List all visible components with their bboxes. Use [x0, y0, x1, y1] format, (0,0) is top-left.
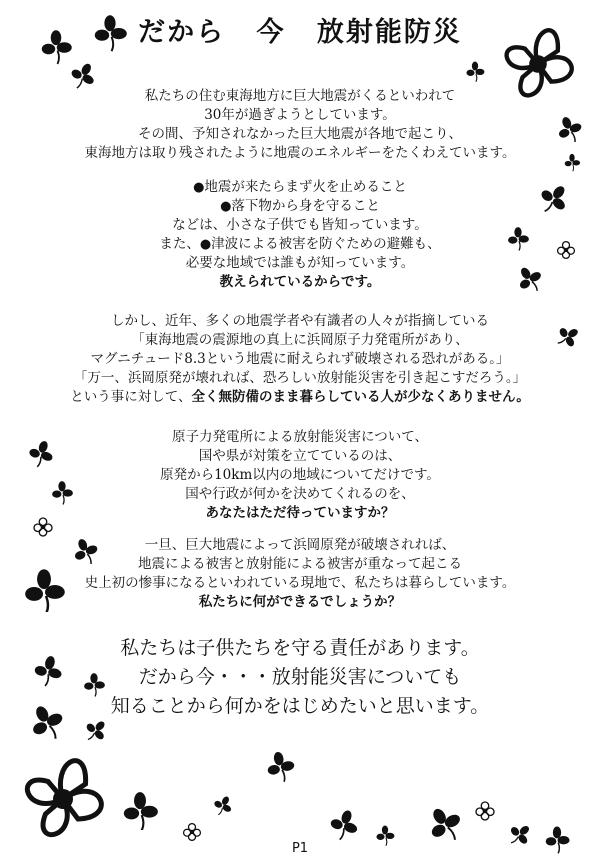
- big-flower-icon: [8, 744, 118, 854]
- title-part-1: だから: [138, 17, 226, 48]
- knowledge-item-2: ●落下物から身を守ること: [220, 198, 380, 214]
- clover-flower-icon: [26, 702, 66, 742]
- clover-flower-icon: [22, 568, 66, 612]
- closing-line: 知ることから何かをはじめたいと思います。: [110, 695, 490, 717]
- clover-flower-icon: [68, 534, 102, 568]
- policy-question: あなたはただ待っていますか？: [205, 505, 395, 521]
- clover-flower-icon: [66, 58, 100, 92]
- clover-flower-icon: [46, 476, 78, 508]
- disaster-question: 私たちに何ができるでしょうか？: [198, 594, 402, 610]
- clover-flower-icon: [552, 112, 586, 146]
- experts-line: という事に対して、全く無防備のまま暮らしている人が少なくありません。: [70, 389, 530, 405]
- disaster-line: 一旦、巨大地震によって浜岡原発が破壊されれば、: [144, 537, 456, 553]
- experts-quote: 「東海地震の震源地の真上に浜岡原子力発電所があり、: [131, 332, 469, 348]
- bullet-icon: ●: [199, 237, 212, 252]
- clover-flower-icon: [78, 668, 110, 700]
- title-part-3: 放射能防災: [316, 17, 462, 48]
- outline-flower-icon: [28, 512, 58, 542]
- outline-flower-icon: [470, 796, 500, 826]
- policy-line: 原子力発電所による放射能災害について、: [172, 429, 428, 445]
- clover-flower-icon: [24, 436, 58, 470]
- closing-line: だから今・・・放射能災害についても: [138, 666, 462, 688]
- intro-line: その間、予知されなかった巨大地震が各地で起こり、: [138, 126, 462, 142]
- closing-line: 私たちは子供たちを守る責任があります。: [120, 637, 480, 659]
- clover-flower-icon: [30, 652, 66, 688]
- experts-quote: マグニチュード8.3という地震に耐えられず破壊される恐れがある。」: [90, 351, 510, 367]
- knowledge-line: などは、小さな子供でも皆知っています。: [172, 217, 428, 233]
- clover-flower-icon: [460, 56, 490, 86]
- experts-line: しかし、近年、多くの地震学者や有識者の人々が指摘している: [111, 313, 489, 329]
- policy-paragraph: [0, 428, 600, 523]
- intro-line: 30年が過ぎようとしています。: [204, 107, 396, 123]
- clover-flower-icon: [262, 748, 298, 784]
- disaster-line: 史上初の惨事になるといわれている現地で、私たちは暮らしています。: [84, 575, 516, 591]
- clover-flower-icon: [80, 714, 112, 746]
- experts-emphasis: 全く無防備のまま暮らしている人が少なくありません。: [191, 389, 530, 405]
- intro-line: 東海地方は取り残されたように地震のエネルギーをたくわえています。: [84, 145, 516, 161]
- clover-flower-icon: [370, 820, 400, 850]
- clover-flower-icon: [90, 12, 130, 52]
- clover-flower-icon: [120, 790, 160, 830]
- outline-flower-icon: [178, 818, 206, 846]
- clover-flower-icon: [208, 790, 238, 820]
- clover-flower-icon: [536, 180, 572, 216]
- knowledge-item-1: ●地震が来たらまず火を止めること: [193, 179, 407, 195]
- policy-line: 国や県が対策を立てているのは、: [198, 448, 402, 464]
- bullet-icon: ●: [193, 180, 205, 195]
- title-part-2: 今: [256, 17, 286, 48]
- policy-line: 原発から10km以内の地域についてだけです。: [160, 467, 440, 483]
- intro-line: 私たちの住む東海地方に巨大地震がくるといわれて: [144, 88, 456, 104]
- disaster-line: 地震による被害と放射能による被害が重なって起こる: [138, 556, 462, 572]
- clover-flower-icon: [504, 818, 536, 850]
- big-flower-icon: [488, 14, 588, 114]
- experts-paragraph: [0, 312, 600, 407]
- experts-quote: 「万一、浜岡原発が壊れれば、恐ろしい放射能災害を引き起こすだろう。」: [73, 370, 527, 386]
- bullet-icon: ●: [220, 199, 232, 214]
- clover-flower-icon: [512, 262, 546, 296]
- policy-line: 国や行政が何かを決めてくれるのを、: [185, 486, 415, 502]
- clover-flower-icon: [502, 222, 534, 254]
- clover-flower-icon: [552, 320, 584, 352]
- outline-flower-icon: [552, 236, 580, 264]
- clover-flower-icon: [558, 148, 586, 176]
- knowledge-line: 必要な地域では誰もが知っています。: [185, 255, 415, 271]
- page-number: P1: [291, 841, 309, 856]
- clover-flower-icon: [424, 804, 464, 844]
- knowledge-emphasis: 教えられているからです。: [219, 274, 381, 290]
- knowledge-line: また、●津波による被害を防ぐための避難も、: [159, 236, 441, 252]
- clover-flower-icon: [540, 822, 574, 856]
- clover-flower-icon: [326, 806, 362, 842]
